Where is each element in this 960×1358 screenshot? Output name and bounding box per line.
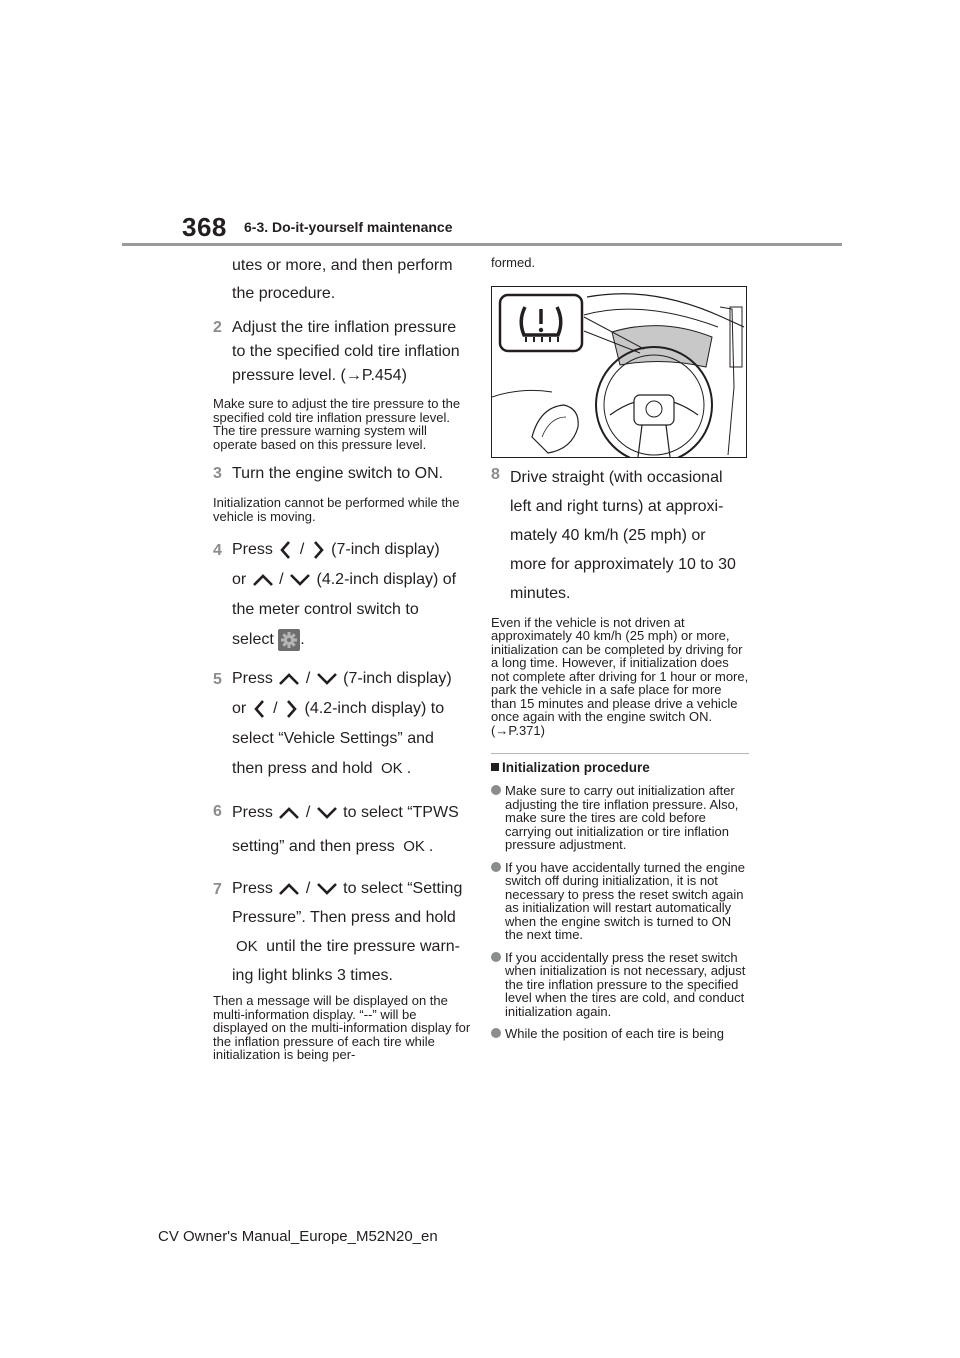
chevron-up-icon — [251, 573, 275, 587]
left-column — [213, 252, 471, 1062]
section-title: 6-3. Do-it-yourself maintenance — [244, 219, 453, 235]
step-number: 3 — [213, 465, 222, 482]
chevron-down-icon — [315, 672, 339, 686]
chevron-up-icon — [277, 672, 301, 686]
step-7: 7 Press / to select “Setting Pressure”. Then press and hold OK until the tire pressure warn- ing light blinks 3 times. — [213, 880, 463, 984]
page-reference[interactable]: P.371) — [508, 722, 545, 738]
step-5: 5 Press / (7-inch display) or / (4.2-inch display) to select “Vehicle Settings” and then press and hold OK . — [213, 664, 471, 784]
ok-button-icon: OK — [403, 838, 425, 855]
chevron-down-icon — [315, 806, 339, 820]
list-item: While the position of each tire is being — [491, 1027, 749, 1041]
subsection-title: Initialization procedure — [491, 760, 749, 775]
bullet-icon — [491, 862, 501, 872]
continued-text: utes or more, and then perform the procedure. — [232, 257, 453, 302]
chevron-right-icon — [282, 698, 300, 720]
step-2: 2 Adjust the tire inflation pressure to the specified cold tire inflation pressure level. (→P.454) — [213, 316, 471, 388]
list-item: If you have accidentally turned the engine switch off during initialization, it is not necessary to press the reset switch again as initialization will restart automatically when the engine switch is turned to ON the next time. — [491, 861, 749, 942]
chevron-up-icon — [277, 806, 301, 820]
chevron-left-icon — [277, 539, 295, 561]
reference-arrow: → — [345, 367, 362, 384]
chevron-right-icon — [309, 539, 327, 561]
step-7-note: Then a message will be displayed on the multi-information display. “--” will be displayed on the multi-information display for the inflation pressure of each tire while initialization is being per- — [213, 993, 471, 1062]
step-number: 4 — [213, 542, 222, 559]
subsection-rule — [491, 753, 749, 754]
step-8: 8 Drive straight (with occasional left and right turns) at approxi- mately 40 km/h (25 mph) or more for approximately 10 to 30 minutes. — [491, 463, 749, 608]
step-number: 5 — [213, 671, 222, 688]
bullet-icon — [491, 952, 501, 962]
step-number: 7 — [213, 881, 222, 898]
reference-arrow: → — [495, 722, 509, 738]
chevron-down-icon — [315, 882, 339, 896]
page-reference[interactable]: P.454) — [361, 367, 407, 384]
step-number: 6 — [213, 803, 222, 820]
right-column — [491, 252, 749, 1041]
step-3-note: Initialization cannot be performed while the vehicle is moving. — [213, 495, 460, 524]
instrument-cluster-figure — [492, 287, 746, 457]
continued-note: formed. — [491, 255, 536, 270]
step-3: 3 Turn the engine switch to ON. — [213, 462, 471, 486]
bullet-icon — [491, 785, 501, 795]
step-8-note: Even if the vehicle is not driven at approximately 40 km/h (25 mph) or more, initialization can be completed by driving for a long time. However, if initialization does not complete after driving for 1 hour or more, park the vehicle in a safe place for more than 15 minutes and please drive a vehicle once again with the engine switch ON. (→P.371) — [491, 614, 749, 738]
page-number: 368 — [182, 212, 227, 242]
bullet-icon — [491, 1028, 501, 1038]
step-number: 2 — [213, 319, 222, 336]
settings-gear-icon — [278, 629, 300, 651]
ok-button-icon: OK — [236, 938, 258, 955]
chevron-up-icon — [277, 882, 301, 896]
list-item: Make sure to carry out initialization after adjusting the tire inflation pressure. Also, make sure the tires are cold before carrying out initialization or tire inflation pressure adjustment. — [491, 784, 749, 852]
header-rule — [122, 243, 842, 246]
step-6: 6 Press / to select “TPWS setting” and then press OK . — [213, 796, 471, 864]
ok-button-icon: OK — [381, 760, 403, 777]
footer-document-id: CV Owner's Manual_Europe_M52N20_en — [158, 1228, 438, 1245]
step-number: 8 — [491, 465, 500, 483]
square-bullet-icon — [491, 763, 499, 771]
chevron-down-icon — [288, 573, 312, 587]
step-4: 4 Press / (7-inch display) or / (4.2-inch display) of the meter control switch to select . — [213, 535, 471, 655]
step-2-note: Make sure to adjust the tire pressure to the specified cold tire inflation pressure level. The tire pressure warning system will operate based on this pressure level. — [213, 396, 461, 452]
dashboard-illustration — [491, 286, 747, 458]
chevron-left-icon — [251, 698, 269, 720]
list-item: If you accidentally press the reset switch when initialization is not necessary, adjust the tire inflation pressure to the specified level when the tires are cold, and conduct initialization again. — [491, 951, 749, 1019]
